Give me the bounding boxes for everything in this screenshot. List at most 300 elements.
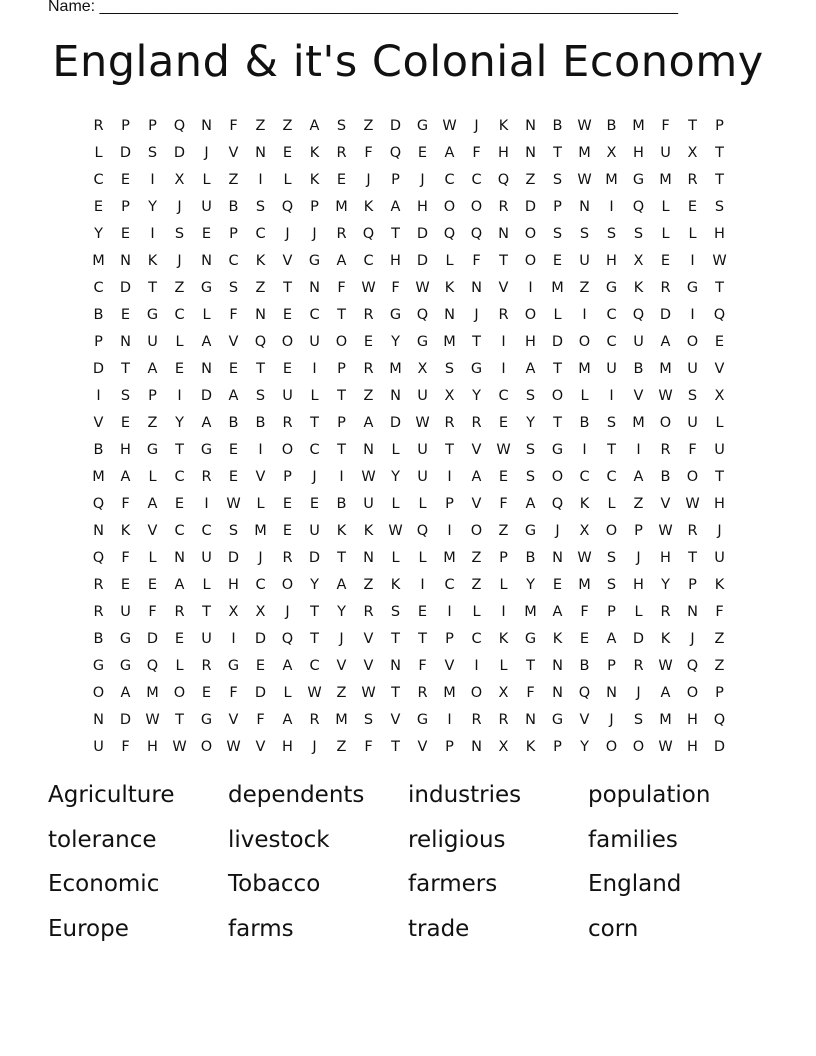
grid-letter: G (551, 712, 564, 728)
grid-letter: T (526, 658, 535, 674)
grid-letter: U (93, 739, 104, 755)
grid-letter: T (175, 442, 184, 458)
grid-letter: R (498, 199, 509, 215)
grid-letter: P (634, 523, 643, 539)
grid-letter: U (579, 253, 590, 269)
grid-letter: J (312, 226, 317, 242)
grid-letter: R (444, 415, 455, 431)
grid-letter: R (363, 604, 374, 620)
grid-letter: P (337, 415, 346, 431)
grid-letter: S (525, 469, 536, 485)
grid-letter: K (336, 523, 347, 539)
grid-letter: V (471, 442, 482, 458)
grid-letter: H (660, 550, 671, 566)
word-bank-item: tolerance (48, 826, 157, 853)
grid-letter: C (363, 253, 374, 269)
grid-letter: Z (363, 577, 374, 593)
grid-letter: C (93, 172, 104, 188)
grid-letter: R (282, 415, 293, 431)
grid-letter: K (498, 118, 509, 134)
grid-letter: A (444, 145, 455, 161)
grid-letter: E (120, 577, 131, 593)
grid-letter: M (551, 280, 564, 296)
grid-letter: I (528, 280, 533, 296)
grid-letter: Z (525, 172, 536, 188)
grid-letter: Q (686, 658, 699, 674)
grid-letter: I (582, 307, 587, 323)
grid-letter: U (606, 361, 617, 377)
grid-letter: O (659, 415, 672, 431)
grid-letter: K (552, 631, 563, 647)
grid-letter: H (687, 712, 698, 728)
grid-letter: P (121, 118, 130, 134)
grid-letter: I (447, 469, 452, 485)
grid-letter: T (553, 415, 562, 431)
grid-letter: A (309, 118, 320, 134)
grid-letter: K (363, 199, 374, 215)
grid-letter: V (579, 712, 590, 728)
grid-letter: S (633, 226, 644, 242)
grid-letter: D (146, 631, 159, 647)
grid-letter: G (227, 658, 240, 674)
grid-letter: A (633, 469, 644, 485)
grid-letter: Y (661, 577, 670, 593)
grid-letter: R (660, 442, 671, 458)
grid-letter: R (336, 145, 347, 161)
grid-letter: Q (173, 118, 186, 134)
grid-letter: E (201, 226, 212, 242)
word-bank-item: England (588, 871, 682, 897)
grid-letter: O (551, 469, 564, 485)
grid-letter: V (147, 523, 158, 539)
grid-letter: P (391, 172, 400, 188)
grid-letter: F (256, 712, 265, 728)
grid-letter: V (93, 415, 104, 431)
grid-letter: P (148, 118, 157, 134)
grid-letter: T (472, 334, 481, 350)
grid-letter: U (147, 334, 158, 350)
grid-letter: H (147, 739, 158, 755)
grid-letter: V (444, 658, 455, 674)
grid-letter: E (282, 496, 293, 512)
grid-letter: X (444, 388, 455, 404)
grid-letter: K (714, 577, 725, 593)
grid-letter: P (499, 550, 508, 566)
grid-letter: R (498, 712, 509, 728)
grid-letter: F (121, 550, 130, 566)
grid-letter: N (255, 145, 266, 161)
grid-letter: D (254, 685, 267, 701)
letter-grid (85, 113, 733, 761)
grid-letter: F (688, 442, 697, 458)
grid-letter: O (281, 334, 294, 350)
grid-letter: E (201, 685, 212, 701)
grid-letter: N (552, 658, 563, 674)
grid-letter: G (119, 658, 132, 674)
grid-letter: G (146, 307, 159, 323)
grid-letter: S (552, 226, 563, 242)
grid-letter: X (417, 361, 428, 377)
grid-letter: M (389, 361, 402, 377)
grid-letter: M (92, 469, 105, 485)
grid-letter: C (606, 334, 617, 350)
grid-letter: V (417, 739, 428, 755)
grid-letter: L (715, 415, 724, 431)
grid-letter: L (175, 334, 184, 350)
grid-letter: Q (713, 307, 726, 323)
grid-letter: N (201, 253, 212, 269)
grid-letter: X (498, 685, 509, 701)
grid-letter: Y (391, 469, 400, 485)
grid-letter: V (471, 496, 482, 512)
grid-letter: I (312, 361, 317, 377)
grid-letter: X (228, 604, 239, 620)
grid-letter: P (121, 199, 130, 215)
grid-letter: Y (391, 334, 400, 350)
grid-letter: T (715, 145, 724, 161)
grid-letter: K (309, 172, 320, 188)
grid-letter: S (714, 199, 725, 215)
grid-letter: L (688, 226, 697, 242)
word-bank-item: dependents (228, 782, 365, 808)
grid-letter: G (470, 361, 483, 377)
grid-letter: L (256, 496, 265, 512)
grid-letter: Z (471, 577, 482, 593)
grid-letter: U (417, 442, 428, 458)
grid-letter: U (201, 631, 212, 647)
grid-letter: T (310, 415, 319, 431)
grid-letter: Z (633, 496, 644, 512)
grid-letter: T (553, 361, 562, 377)
grid-letter: Z (498, 523, 509, 539)
grid-letter: Q (362, 226, 375, 242)
grid-letter: Q (281, 631, 294, 647)
grid-letter: R (93, 118, 104, 134)
grid-letter: M (146, 685, 159, 701)
grid-letter: V (390, 712, 401, 728)
grid-letter: J (285, 226, 290, 242)
grid-letter: A (120, 685, 131, 701)
grid-letter: I (582, 442, 587, 458)
grid-letter: F (391, 280, 400, 296)
grid-letter: Z (336, 685, 347, 701)
grid-letter: M (443, 685, 456, 701)
grid-letter: L (202, 307, 211, 323)
grid-letter: S (579, 226, 590, 242)
grid-letter: K (525, 739, 536, 755)
grid-letter: J (474, 118, 479, 134)
grid-letter: S (228, 523, 239, 539)
grid-letter: C (174, 469, 185, 485)
grid-letter: G (416, 334, 429, 350)
grid-letter: G (605, 280, 618, 296)
grid-letter: V (498, 280, 509, 296)
grid-letter: D (308, 550, 321, 566)
grid-letter: O (470, 523, 483, 539)
grid-letter: G (200, 712, 213, 728)
grid-letter: U (309, 523, 320, 539)
grid-letter: L (391, 496, 400, 512)
grid-letter: H (633, 577, 644, 593)
grid-letter: P (310, 199, 319, 215)
grid-letter: T (121, 361, 130, 377)
grid-letter: M (659, 172, 672, 188)
grid-letter: A (363, 415, 374, 431)
grid-letter: W (307, 685, 322, 701)
grid-letter: Q (632, 199, 645, 215)
grid-letter: T (607, 442, 616, 458)
grid-letter: S (174, 226, 185, 242)
grid-letter: F (121, 739, 130, 755)
grid-letter: L (499, 658, 508, 674)
grid-letter: L (607, 496, 616, 512)
grid-letter: F (526, 685, 535, 701)
grid-letter: M (659, 361, 672, 377)
grid-letter: L (148, 469, 157, 485)
grid-letter: T (310, 604, 319, 620)
grid-letter: E (228, 442, 239, 458)
grid-letter: Q (578, 685, 591, 701)
grid-letter: P (283, 469, 292, 485)
grid-letter: P (607, 658, 616, 674)
grid-letter: K (363, 523, 374, 539)
grid-letter: H (687, 739, 698, 755)
grid-letter: N (687, 604, 698, 620)
grid-letter: C (255, 577, 266, 593)
grid-letter: F (121, 496, 130, 512)
grid-letter: T (553, 145, 562, 161)
grid-letter: O (524, 253, 537, 269)
grid-letter: N (579, 199, 590, 215)
grid-letter: Q (146, 658, 159, 674)
grid-letter: G (92, 658, 105, 674)
grid-letter: B (633, 361, 644, 377)
grid-letter: J (690, 631, 695, 647)
grid-letter: Q (470, 226, 483, 242)
grid-letter: E (174, 496, 185, 512)
grid-letter: K (147, 253, 158, 269)
grid-letter: L (310, 388, 319, 404)
grid-letter: S (363, 712, 374, 728)
grid-letter: N (390, 658, 401, 674)
grid-letter: S (120, 388, 131, 404)
grid-letter: K (660, 631, 671, 647)
grid-letter: P (229, 226, 238, 242)
grid-letter: N (93, 712, 104, 728)
grid-letter: F (364, 739, 373, 755)
word-bank-item: religious (408, 826, 506, 853)
grid-letter: R (309, 712, 320, 728)
grid-letter: A (120, 469, 131, 485)
grid-letter: R (201, 469, 212, 485)
grid-letter: R (93, 604, 104, 620)
word-bank-item: Agriculture (48, 782, 175, 808)
grid-letter: J (312, 739, 317, 755)
grid-letter: P (337, 361, 346, 377)
grid-letter: I (501, 361, 506, 377)
grid-letter: T (391, 739, 400, 755)
grid-letter: E (363, 334, 374, 350)
grid-letter: I (339, 469, 344, 485)
grid-letter: L (472, 604, 481, 620)
grid-letter: C (309, 442, 320, 458)
grid-letter: D (200, 388, 213, 404)
grid-letter: P (148, 388, 157, 404)
grid-letter: S (606, 577, 617, 593)
grid-letter: A (471, 469, 482, 485)
grid-letter: T (715, 469, 724, 485)
grid-letter: B (93, 631, 104, 647)
grid-letter: F (580, 604, 589, 620)
grid-letter: I (501, 334, 506, 350)
grid-letter: N (309, 280, 320, 296)
grid-letter: U (309, 334, 320, 350)
grid-letter: R (93, 577, 104, 593)
grid-letter: C (444, 577, 455, 593)
grid-letter: S (633, 712, 644, 728)
grid-letter: P (445, 631, 454, 647)
grid-letter: M (659, 712, 672, 728)
grid-letter: E (498, 469, 509, 485)
grid-letter: P (715, 685, 724, 701)
grid-letter: Y (526, 415, 535, 431)
grid-letter: V (363, 631, 374, 647)
grid-letter: N (255, 307, 266, 323)
grid-letter: Z (282, 118, 293, 134)
grid-letter: E (417, 604, 428, 620)
grid-letter: D (389, 118, 402, 134)
grid-letter: O (551, 388, 564, 404)
grid-letter: M (578, 145, 591, 161)
grid-letter: T (715, 172, 724, 188)
grid-letter: A (606, 631, 617, 647)
grid-letter: E (552, 253, 563, 269)
grid-letter: J (717, 523, 722, 539)
grid-letter: M (254, 523, 267, 539)
grid-letter: W (226, 739, 241, 755)
grid-letter: W (415, 280, 430, 296)
grid-letter: Y (526, 577, 535, 593)
grid-letter: W (685, 496, 700, 512)
grid-letter: Z (471, 550, 482, 566)
grid-letter: V (714, 361, 725, 377)
grid-letter: M (578, 361, 591, 377)
grid-letter: I (447, 604, 452, 620)
grid-letter: W (577, 550, 592, 566)
grid-letter: I (150, 226, 155, 242)
grid-letter: N (390, 388, 401, 404)
grid-letter: I (231, 631, 236, 647)
grid-letter: K (633, 280, 644, 296)
grid-letter: Y (148, 199, 157, 215)
grid-letter: R (687, 523, 698, 539)
grid-letter: H (606, 253, 617, 269)
grid-letter: H (714, 496, 725, 512)
grid-letter: V (633, 388, 644, 404)
grid-letter: E (714, 334, 725, 350)
grid-letter: G (632, 172, 645, 188)
grid-letter: S (444, 361, 455, 377)
grid-letter: W (361, 280, 376, 296)
grid-letter: C (579, 469, 590, 485)
word-bank-item: families (588, 826, 678, 853)
grid-letter: V (660, 496, 671, 512)
grid-letter: S (552, 172, 563, 188)
grid-letter: O (470, 685, 483, 701)
grid-letter: T (391, 685, 400, 701)
grid-letter: O (524, 226, 537, 242)
grid-letter: N (525, 118, 536, 134)
grid-letter: H (120, 442, 131, 458)
grid-letter: E (579, 631, 590, 647)
grid-letter: A (147, 496, 158, 512)
grid-letter: W (415, 415, 430, 431)
grid-letter: C (174, 523, 185, 539)
grid-letter: Q (713, 712, 726, 728)
grid-letter: B (228, 199, 239, 215)
grid-letter: I (474, 658, 479, 674)
grid-letter: E (498, 415, 509, 431)
grid-letter: U (201, 199, 212, 215)
grid-letter: I (204, 496, 209, 512)
grid-letter: O (92, 685, 105, 701)
grid-letter: Q (416, 307, 429, 323)
grid-letter: O (686, 334, 699, 350)
grid-letter: L (202, 577, 211, 593)
grid-letter: Q (92, 550, 105, 566)
grid-letter: S (687, 388, 698, 404)
grid-letter: N (444, 307, 455, 323)
grid-letter: D (119, 712, 132, 728)
grid-letter: D (92, 361, 105, 377)
grid-letter: Z (714, 658, 725, 674)
grid-letter: B (228, 415, 239, 431)
word-bank-item: population (588, 782, 711, 808)
grid-letter: L (499, 577, 508, 593)
grid-letter: T (418, 631, 427, 647)
grid-letter: T (688, 118, 697, 134)
grid-letter: J (177, 253, 182, 269)
grid-letter: O (524, 307, 537, 323)
grid-letter: V (228, 334, 239, 350)
grid-letter: O (281, 577, 294, 593)
grid-letter: T (148, 280, 157, 296)
grid-letter: N (120, 334, 131, 350)
word-bank (48, 777, 768, 955)
grid-letter: P (688, 577, 697, 593)
grid-letter: M (578, 577, 591, 593)
grid-letter: J (636, 685, 641, 701)
grid-letter: O (281, 442, 294, 458)
word-bank-item: livestock (228, 826, 330, 853)
grid-letter: M (335, 199, 348, 215)
grid-letter: A (336, 577, 347, 593)
grid-letter: O (470, 199, 483, 215)
grid-letter: U (714, 442, 725, 458)
grid-letter: X (255, 604, 266, 620)
grid-letter: A (201, 415, 212, 431)
grid-letter: U (120, 604, 131, 620)
grid-letter: Z (255, 118, 266, 134)
grid-letter: H (417, 199, 428, 215)
grid-letter: J (258, 550, 263, 566)
grid-letter: J (312, 469, 317, 485)
grid-letter: W (658, 658, 673, 674)
grid-letter: C (228, 253, 239, 269)
grid-letter: Z (363, 118, 374, 134)
grid-letter: S (390, 604, 401, 620)
grid-letter: T (337, 388, 346, 404)
